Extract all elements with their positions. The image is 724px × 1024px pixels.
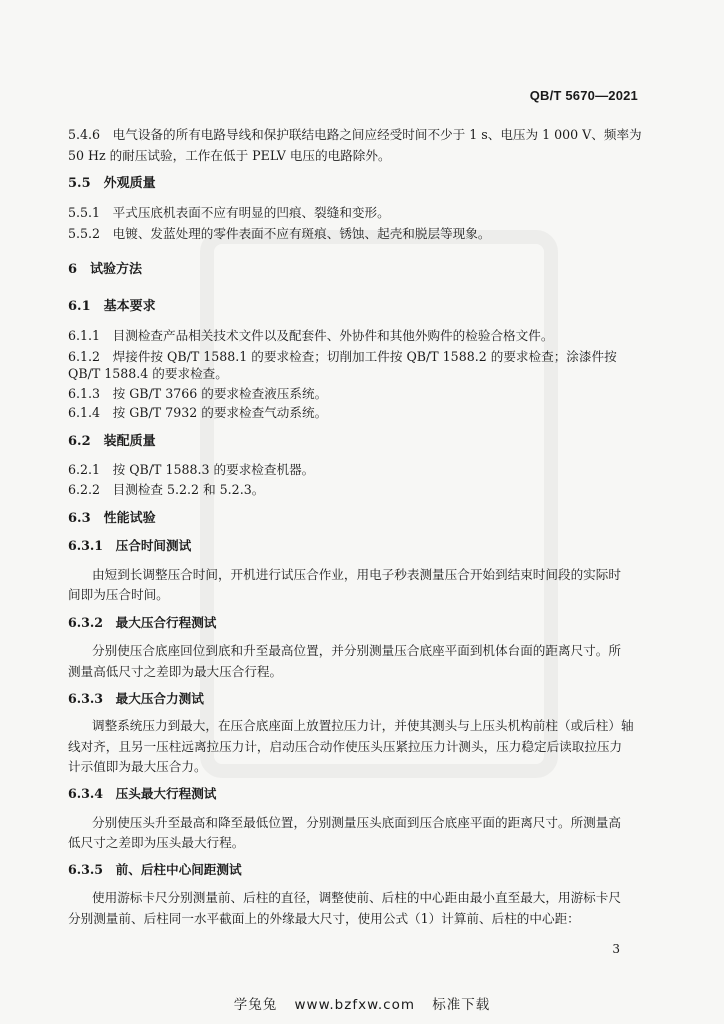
standard-code: QB/T 5670—2021 bbox=[529, 88, 638, 103]
clause-5-4-6-cont: 50 Hz 的耐压试验，工作在低于 PELV 电压的电路除外。 bbox=[68, 148, 391, 163]
section-5-5-heading: 5.5 外观质量 bbox=[68, 176, 156, 191]
clause-6-3-2-text: 分别使压合底座回位到底和升至最高位置，并分别测量压合底座平面到机体台面的距离尺寸。所 bbox=[92, 643, 621, 658]
chapter-6-heading: 6 试验方法 bbox=[68, 262, 143, 277]
clause-6-3-4-text: 分别使压头升至最高和降至最低位置，分别测量压头底面到压合底座平面的距离尺寸。所测量高 bbox=[92, 815, 621, 830]
clause-5-5-2: 5.5.2 电镀、发蓝处理的零件表面不应有斑痕、锈蚀、起壳和脱层等现象。 bbox=[68, 226, 491, 241]
footer-site-name: 学兔兔 bbox=[233, 997, 278, 1013]
clause-6-3-5-heading: 6.3.5 前、后柱中心间距测试 bbox=[68, 862, 242, 877]
footer-bar bbox=[0, 993, 724, 1013]
clause-6-3-3-heading: 6.3.3 最大压合力测试 bbox=[68, 691, 204, 706]
clause-6-2-1: 6.2.1 按 QB/T 1588.3 的要求检查机器。 bbox=[68, 462, 315, 477]
clause-6-1-3: 6.1.3 按 GB/T 3766 的要求检查液压系统。 bbox=[68, 386, 328, 401]
clause-6-3-2-text-cont: 测量高低尺寸之差即为最大压合行程。 bbox=[68, 664, 283, 679]
clause-6-2-2: 6.2.2 目测检查 5.2.2 和 5.2.3。 bbox=[68, 482, 265, 497]
footer-tagline: 标准下载 bbox=[432, 997, 491, 1013]
page-number: 3 bbox=[612, 942, 620, 956]
clause-5-4-6: 5.4.6 电气设备的所有电路导线和保护联结电路之间应经受时间不少于 1 s、电压为 1 000 V、频率为 bbox=[68, 127, 642, 142]
clause-6-1-2: 6.1.2 焊接件按 QB/T 1588.1 的要求检查；切削加工件按 QB/T 1588.2 的要求检查；涂漆件按 bbox=[68, 349, 617, 364]
clause-5-5-1: 5.5.1 平式压底机表面不应有明显的凹痕、裂缝和变形。 bbox=[68, 205, 390, 220]
background-watermark bbox=[200, 230, 558, 778]
section-6-1-heading: 6.1 基本要求 bbox=[68, 299, 156, 314]
section-6-2-heading: 6.2 装配质量 bbox=[68, 434, 156, 449]
clause-6-3-3-text-cont2: 计示值即为最大压合力。 bbox=[68, 759, 207, 774]
clause-6-3-1-heading: 6.3.1 压合时间测试 bbox=[68, 538, 192, 553]
clause-6-3-4-text-cont: 低尺寸之差即为压头最大行程。 bbox=[68, 835, 245, 850]
clause-6-3-3-text-cont1: 线对齐，且另一压柱远离拉压力计，启动压合动作使压头压紧拉压力计测头，压力稳定后读取拉压力 bbox=[68, 739, 623, 754]
section-6-3-heading: 6.3 性能试验 bbox=[68, 511, 156, 526]
clause-6-1-4: 6.1.4 按 GB/T 7932 的要求检查气动系统。 bbox=[68, 405, 328, 420]
clause-6-3-1-text: 由短到长调整压合时间，开机进行试压合作业，用电子秒表测量压合开始到结束时间段的实际时 bbox=[92, 567, 621, 582]
clause-6-3-3-text: 调整系统压力到最大，在压合底座面上放置拉压力计，并使其测头与上压头机构前柱（或后柱）轴 bbox=[92, 718, 634, 733]
footer-url[interactable]: www.bzfxw.com bbox=[294, 997, 415, 1013]
clause-6-1-1: 6.1.1 目测检查产品相关技术文件以及配套件、外协件和其他外购件的检验合格文件。 bbox=[68, 328, 554, 343]
clause-6-3-1-text-cont: 间即为压合时间。 bbox=[68, 587, 169, 602]
clause-6-3-2-heading: 6.3.2 最大压合行程测试 bbox=[68, 615, 217, 630]
clause-6-3-4-heading: 6.3.4 压头最大行程测试 bbox=[68, 786, 217, 801]
clause-6-3-5-text: 使用游标卡尺分别测量前、后柱的直径，调整使前、后柱的中心距由最小直至最大，用游标卡尺 bbox=[92, 890, 621, 905]
clause-6-1-2-cont: QB/T 1588.4 的要求检查。 bbox=[68, 366, 228, 381]
clause-6-3-5-text-cont: 分别测量前、后柱同一水平截面上的外缘最大尺寸，使用公式（1）计算前、后柱的中心距： bbox=[68, 911, 580, 926]
